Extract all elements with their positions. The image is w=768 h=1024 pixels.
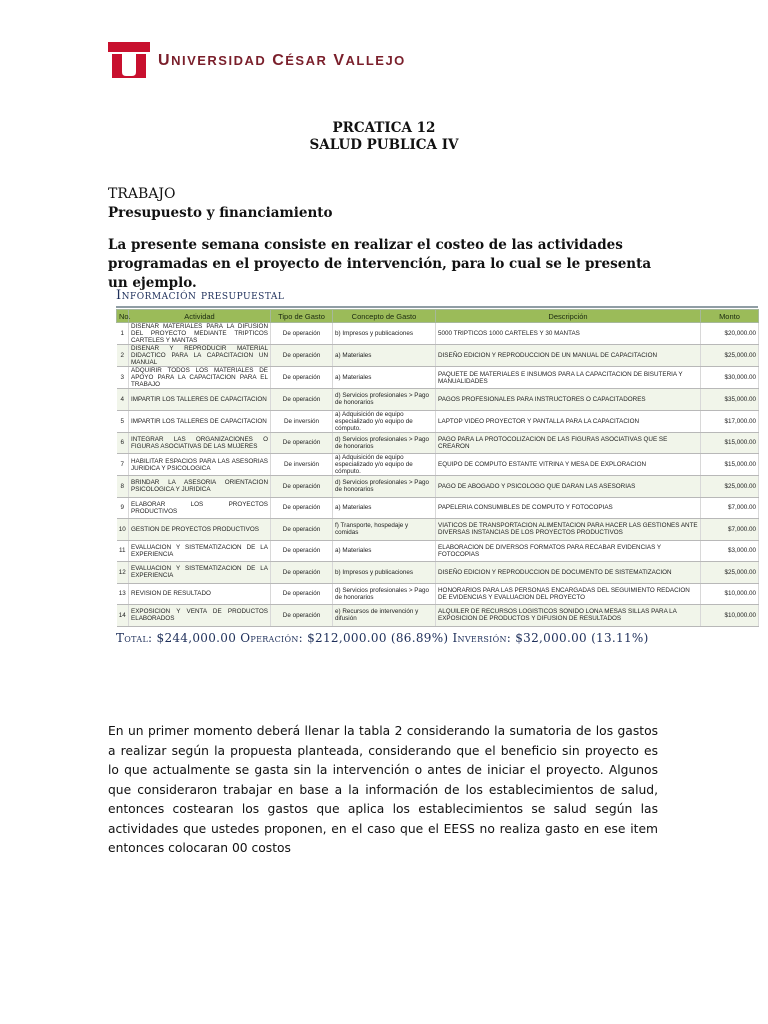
column-header: Tipo de Gasto — [271, 310, 333, 323]
table-cell-tipo: De operación — [271, 432, 333, 454]
table-cell-tipo: De inversión — [271, 410, 333, 432]
table-cell-monto: $30,000.00 — [701, 367, 759, 389]
table-cell-descripcion: PAQUETE DE MATERIALES E INSUMOS PARA LA CAPACITACION DE BISUTERIA Y MANUALIDADES — [436, 367, 701, 389]
table-cell-concepto: b) Impresos y publicaciones — [333, 562, 436, 584]
column-header: Monto — [701, 310, 759, 323]
table-cell-monto: $10,000.00 — [701, 583, 759, 605]
table-cell-monto: $15,000.00 — [701, 432, 759, 454]
column-header: Actividad — [129, 310, 271, 323]
table-cell-no: 5 — [117, 410, 129, 432]
table-cell-monto: $25,000.00 — [701, 476, 759, 498]
table-cell-no: 3 — [117, 367, 129, 389]
table-cell-descripcion: PAGO PARA LA PROTOCOLIZACION DE LAS FIGURAS ASOCIATIVAS QUE SE CREARON — [436, 432, 701, 454]
table-row — [117, 454, 759, 476]
table-cell-no: 8 — [117, 476, 129, 498]
column-header: Descripción — [436, 310, 701, 323]
column-header: No. — [117, 310, 129, 323]
table-cell-concepto: a) Adquisición de equipo especializado y/o equipo de cómputo. — [333, 454, 436, 476]
table-header-row — [117, 310, 759, 323]
table-cell-descripcion: DISEÑO EDICION Y REPRODUCCION DE DOCUMENTO DE SISTEMATIZACION — [436, 562, 701, 584]
table-cell-no: 13 — [117, 583, 129, 605]
budget-table-title: Información presupuestal — [116, 286, 758, 308]
university-logo — [108, 42, 406, 80]
column-header: Concepto de Gasto — [333, 310, 436, 323]
table-cell-tipo: De operación — [271, 389, 333, 411]
table-cell-actividad: REVISION DE RESULTADO — [129, 583, 271, 605]
body-paragraph: En un primer momento deberá llenar la tabla 2 considerando la sumatoria de los gastos a realizar según la propuesta planteada, considerando que el beneficio sin proyecto es lo que actualmente se gasta sin la intervención o antes de iniciar el proyecto. Algunos que consideraron trabajar en base a la información de los establecimientos de salud, entonces costearan los gastos que aplica los establecimientos se salud según las actividades que ustedes proponen, en el caso que el EESS no realiza gasto en ese item entonces colocaran 00 costos — [108, 724, 658, 855]
table-cell-tipo: De operación — [271, 519, 333, 541]
table-cell-actividad: ADQUIRIR TODOS LOS MATERIALES DE APOYO PARA LA CAPACITACION PARA EL TRABAJO — [129, 367, 271, 389]
table-row — [117, 540, 759, 562]
table-cell-concepto: a) Materiales — [333, 497, 436, 519]
table-cell-no: 12 — [117, 562, 129, 584]
table-cell-monto: $17,000.00 — [701, 410, 759, 432]
table-cell-descripcion: EQUIPO DE COMPUTO ESTANTE VITRINA Y MESA DE EXPLORACION — [436, 454, 701, 476]
table-row — [117, 497, 759, 519]
table-cell-actividad: HABILITAR ESPACIOS PARA LAS ASESORIAS JURIDICA Y PSICOLOGICA — [129, 454, 271, 476]
table-cell-concepto: f) Transporte, hospedaje y comidas — [333, 519, 436, 541]
table-cell-tipo: De operación — [271, 367, 333, 389]
table-cell-concepto: d) Servicios profesionales > Pago de honorarios — [333, 583, 436, 605]
table-row — [117, 583, 759, 605]
table-cell-actividad: EVALUACION Y SISTEMATIZACION DE LA EXPERIENCIA — [129, 562, 271, 584]
table-cell-tipo: De operación — [271, 323, 333, 345]
table-cell-actividad: DISEÑAR MATERIALES PARA LA DIFUSION DEL PROYECTO MEDIANTE TRIPTICOS CARTELES Y MANTAS — [129, 323, 271, 345]
table-cell-actividad: IMPARTIR LOS TALLERES DE CAPACITACION — [129, 389, 271, 411]
table-cell-descripcion: ALQUILER DE RECURSOS LOGISTICOS SONIDO LONA MESAS SILLAS PARA LA EXPOSICION DE PRODUCTOS Y DIFUSION DE RESULTADOS — [436, 605, 701, 627]
table-cell-monto: $7,000.00 — [701, 519, 759, 541]
section-label: TRABAJO — [108, 186, 176, 202]
table-cell-tipo: De operación — [271, 345, 333, 367]
table-cell-tipo: De operación — [271, 562, 333, 584]
university-name: UNIVERSIDAD CÉSAR VALLEJO — [158, 52, 406, 69]
table-cell-actividad: DISEÑAR Y REPRODUCIR MATERIAL DIDACTICO PARA LA CAPACITACION UN MANUAL — [129, 345, 271, 367]
table-row — [117, 476, 759, 498]
table-cell-tipo: De operación — [271, 540, 333, 562]
table-cell-concepto: e) Recursos de intervención y difusión — [333, 605, 436, 627]
table-cell-concepto: a) Materiales — [333, 345, 436, 367]
table-row — [117, 562, 759, 584]
table-cell-descripcion: DISEÑO EDICION Y REPRODUCCION DE UN MANUAL DE CAPACITACION — [436, 345, 701, 367]
table-cell-actividad: ELABORAR LOS PROYECTOS PRODUCTIVOS — [129, 497, 271, 519]
table-cell-actividad: GESTION DE PROYECTOS PRODUCTIVOS — [129, 519, 271, 541]
table-cell-descripcion: VIATICOS DE TRANSPORTACION ALIMENTACION PARA HACER LAS GESTIONES ANTE DIVERSAS INSTANCIAS DE LOS PROYECTOS PRODUCTIVOS — [436, 519, 701, 541]
table-cell-monto: $25,000.00 — [701, 562, 759, 584]
title-line-2: SALUD PUBLICA IV — [309, 137, 459, 153]
table-row — [117, 519, 759, 541]
table-cell-concepto: a) Materiales — [333, 540, 436, 562]
table-cell-actividad: BRINDAR LA ASESORIA ORIENTACION PSICOLOGICA Y JURIDICA — [129, 476, 271, 498]
table-cell-concepto: a) Adquisición de equipo especializado y/o equipo de cómputo. — [333, 410, 436, 432]
section-subheading: Presupuesto y financiamiento — [108, 205, 333, 221]
table-cell-tipo: De operación — [271, 583, 333, 605]
table-cell-no: 11 — [117, 540, 129, 562]
table-cell-monto: $7,000.00 — [701, 497, 759, 519]
table-cell-no: 4 — [117, 389, 129, 411]
table-cell-no: 10 — [117, 519, 129, 541]
table-cell-actividad: INTEGRAR LAS ORGANIZACIONES O FIGURAS ASOCIATIVAS DE LAS MUJERES — [129, 432, 271, 454]
table-cell-descripcion: LAPTOP VIDEO PROYECTOR Y PANTALLA PARA LA CAPACITACION — [436, 410, 701, 432]
table-cell-concepto: d) Servicios profesionales > Pago de honorarios — [333, 432, 436, 454]
table-cell-tipo: De operación — [271, 605, 333, 627]
table-cell-concepto: d) Servicios profesionales > Pago de honorarios — [333, 476, 436, 498]
title-line-1: PRCATICA 12 — [332, 120, 436, 136]
table-cell-no: 7 — [117, 454, 129, 476]
table-cell-monto: $3,000.00 — [701, 540, 759, 562]
table-cell-descripcion: HONORARIOS PARA LAS PERSONAS ENCARGADAS DEL SEGUIMIENTO REDACION DE EVIDENCIAS Y EVALUACION DEL PROYECTO — [436, 583, 701, 605]
table-cell-descripcion: PAGOS PROFESIONALES PARA INSTRUCTORES O CAPACITADORES — [436, 389, 701, 411]
table-cell-monto: $25,000.00 — [701, 345, 759, 367]
table-cell-descripcion: 5000 TRIPTICOS 1000 CARTELES Y 30 MANTAS — [436, 323, 701, 345]
table-body — [117, 323, 759, 627]
table-cell-no: 6 — [117, 432, 129, 454]
table-row — [117, 389, 759, 411]
table-cell-concepto: b) Impresos y publicaciones — [333, 323, 436, 345]
table-cell-actividad: EXPOSICION Y VENTA DE PRODUCTOS ELABORADOS — [129, 605, 271, 627]
table-row — [117, 410, 759, 432]
table-row — [117, 432, 759, 454]
budget-totals: Total: $244,000.00 Operación: $212,000.00 (86.89%) Inversión: $32,000.00 (13.11%) — [116, 630, 649, 645]
budget-table-figure — [116, 286, 758, 698]
table-cell-no: 14 — [117, 605, 129, 627]
table-cell-descripcion: PAGO DE ABOGADO Y PSICOLOGO QUE DARAN LAS ASESORIAS — [436, 476, 701, 498]
table-cell-tipo: De operación — [271, 497, 333, 519]
table-cell-no: 2 — [117, 345, 129, 367]
ucv-shield-icon — [108, 42, 150, 80]
document-title — [0, 120, 768, 154]
table-cell-monto: $15,000.00 — [701, 454, 759, 476]
table-cell-concepto: a) Materiales — [333, 367, 436, 389]
table-cell-descripcion: PAPELERIA CONSUMIBLES DE COMPUTO Y FOTOCOPIAS — [436, 497, 701, 519]
table-cell-concepto: d) Servicios profesionales > Pago de honorarios — [333, 389, 436, 411]
table-cell-tipo: De inversión — [271, 454, 333, 476]
intro-paragraph: La presente semana consiste en realizar el costeo de las actividades programadas en el proyecto de intervención, para lo cual se le presenta un ejemplo. — [108, 237, 652, 291]
table-cell-descripcion: ELABORACION DE DIVERSOS FORMATOS PARA RECABAR EVIDENCIAS Y FOTOCOPIAS — [436, 540, 701, 562]
table-cell-monto: $35,000.00 — [701, 389, 759, 411]
table-cell-actividad: EVALUACION Y SISTEMATIZACION DE LA EXPERIENCIA — [129, 540, 271, 562]
table-row — [117, 323, 759, 345]
table-cell-no: 1 — [117, 323, 129, 345]
table-cell-monto: $10,000.00 — [701, 605, 759, 627]
table-row — [117, 367, 759, 389]
table-row — [117, 605, 759, 627]
table-cell-tipo: De operación — [271, 476, 333, 498]
budget-table — [116, 309, 759, 627]
table-cell-actividad: IMPARTIR LOS TALLERES DE CAPACITACION — [129, 410, 271, 432]
table-row — [117, 345, 759, 367]
table-cell-no: 9 — [117, 497, 129, 519]
table-cell-monto: $20,000.00 — [701, 323, 759, 345]
